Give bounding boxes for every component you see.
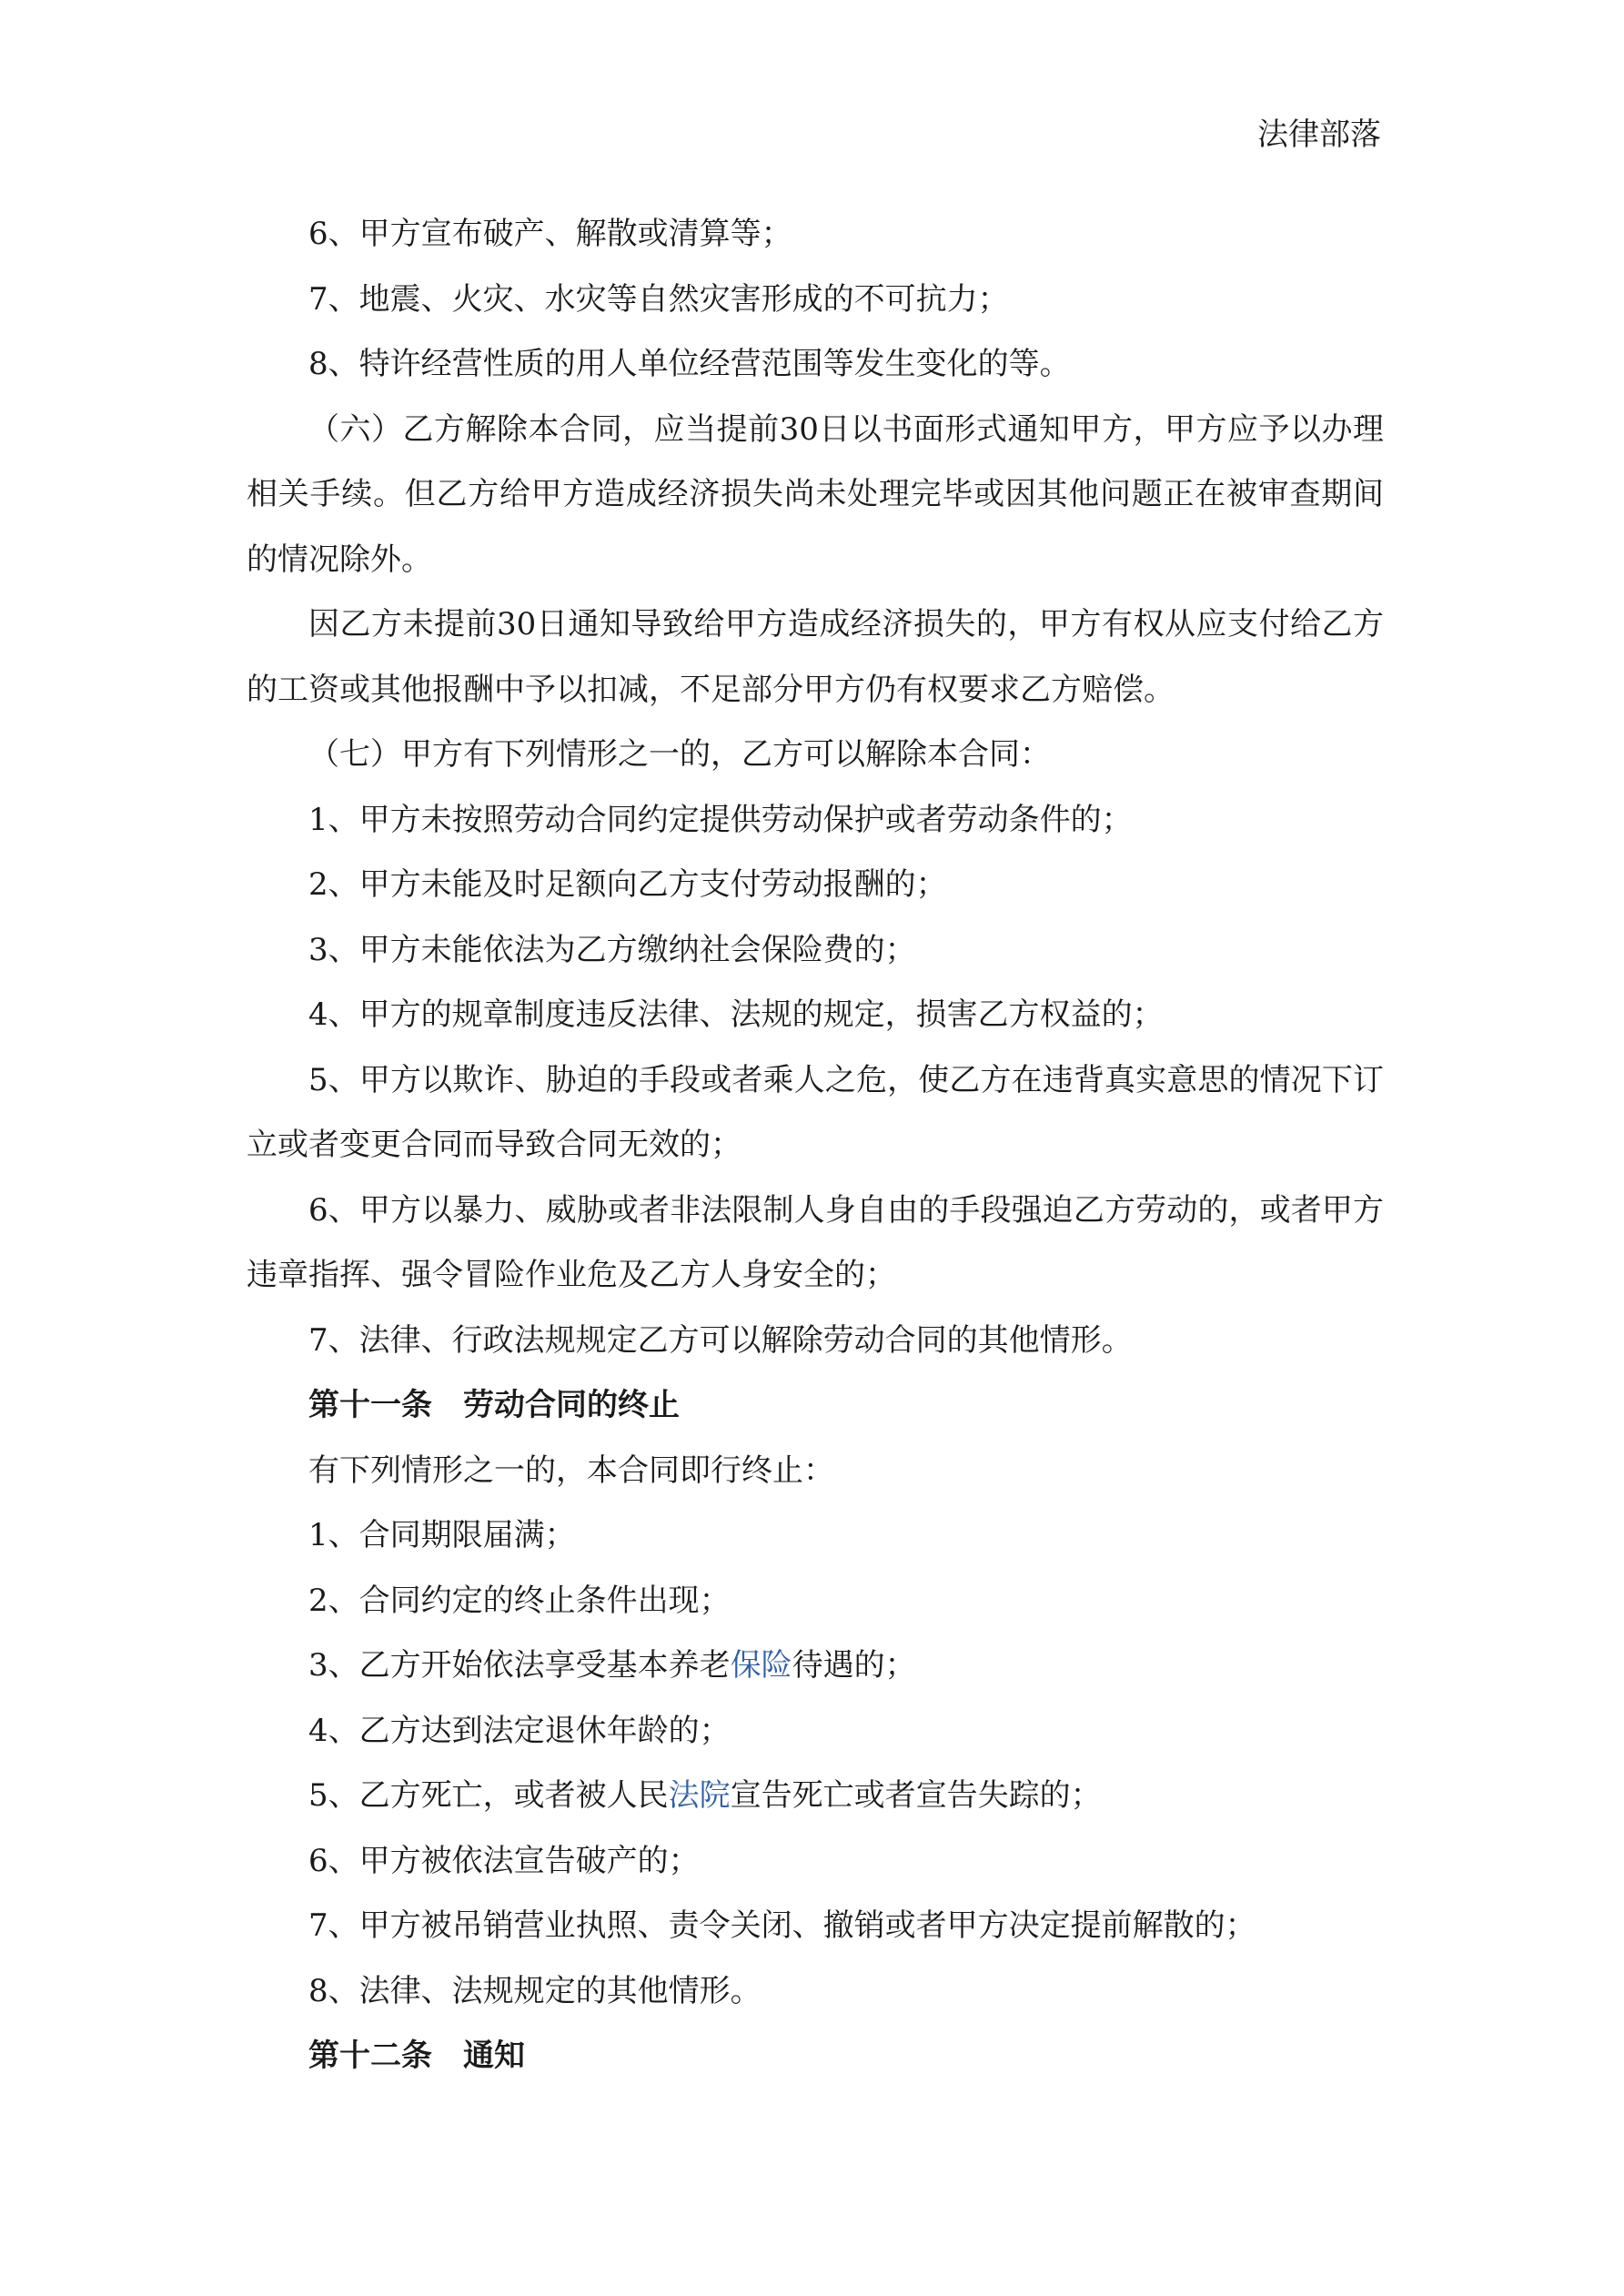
clause-item: 2、合同约定的终止条件出现； bbox=[308, 1582, 731, 1619]
clause-item: 7、甲方被吊销营业执照、责令关闭、撤销或者甲方决定提前解散的； bbox=[308, 1907, 1256, 1944]
clause-item: 2、甲方未能及时足额向乙方支付劳动报酬的； bbox=[308, 866, 947, 903]
clause-paragraph: 因乙方未提前30日通知导致给甲方造成经济损失的，甲方有权从应支付给乙方的工资或其他报酬中予以扣减，不足部分甲方仍有权要求乙方赔偿。 bbox=[247, 606, 1384, 708]
clause-item: 8、特许经营性质的用人单位经营范围等发生变化的等。 bbox=[308, 346, 1071, 382]
clause-text: 3、乙方开始依法享受基本养老 bbox=[308, 1647, 731, 1684]
clause-item: 5、甲方以欺诈、胁迫的手段或者乘人之危，使乙方在违背真实意思的情况下订立或者变更合同而导致合同无效的； bbox=[247, 1061, 1384, 1163]
clause-paragraph: （六）乙方解除本合同，应当提前30日以书面形式通知甲方，甲方应予以办理相关手续。但乙方给甲方造成经济损失尚未处理完毕或因其他问题正在被审查期间的情况除外。 bbox=[247, 410, 1384, 578]
clause-text: 待遇的； bbox=[792, 1647, 916, 1684]
page-header: 法律部落 bbox=[1257, 116, 1381, 153]
article-heading: 第十二条 通知 bbox=[308, 2038, 525, 2074]
clause-item: 6、甲方被依法宣告破产的； bbox=[308, 1842, 700, 1879]
clause-item: 1、甲方未按照劳动合同约定提供劳动保护或者劳动条件的； bbox=[308, 801, 1133, 838]
clause-item bbox=[247, 1633, 1384, 1699]
clause-paragraph: （七）甲方有下列情形之一的，乙方可以解除本合同： bbox=[308, 736, 1051, 773]
clause-item: 3、甲方未能依法为乙方缴纳社会保险费的； bbox=[308, 931, 916, 968]
clause-item bbox=[247, 1764, 1384, 1829]
clause-item: 8、法律、法规规定的其他情形。 bbox=[308, 1972, 762, 2009]
clause-paragraph: 有下列情形之一的，本合同即行终止： bbox=[308, 1451, 834, 1489]
document-body bbox=[247, 202, 1384, 2089]
clause-text: 5、乙方死亡，或者被人民 bbox=[308, 1777, 669, 1814]
clause-item: 7、法律、行政法规规定乙方可以解除劳动合同的其他情形。 bbox=[308, 1321, 1133, 1359]
clause-item: 4、乙方达到法定退休年龄的； bbox=[308, 1712, 731, 1749]
clause-item: 1、合同期限届满； bbox=[308, 1517, 576, 1553]
keyword-link[interactable]: 法院 bbox=[668, 1777, 731, 1814]
keyword-link[interactable]: 保险 bbox=[730, 1647, 792, 1684]
clause-item: 6、甲方以暴力、威胁或者非法限制人身自由的手段强迫乙方劳动的，或者甲方违章指挥、强令冒险作业危及乙方人身安全的； bbox=[247, 1191, 1384, 1293]
article-heading: 第十一条 劳动合同的终止 bbox=[308, 1387, 680, 1423]
clause-item: 4、甲方的规章制度违反法律、法规的规定，损害乙方权益的； bbox=[308, 996, 1164, 1033]
clause-item: 6、甲方宣布破产、解散或清算等； bbox=[308, 216, 792, 252]
clause-text: 宣告死亡或者宣告失踪的； bbox=[730, 1777, 1102, 1814]
clause-item: 7、地震、火灾、水灾等自然灾害形成的不可抗力； bbox=[308, 280, 1009, 318]
